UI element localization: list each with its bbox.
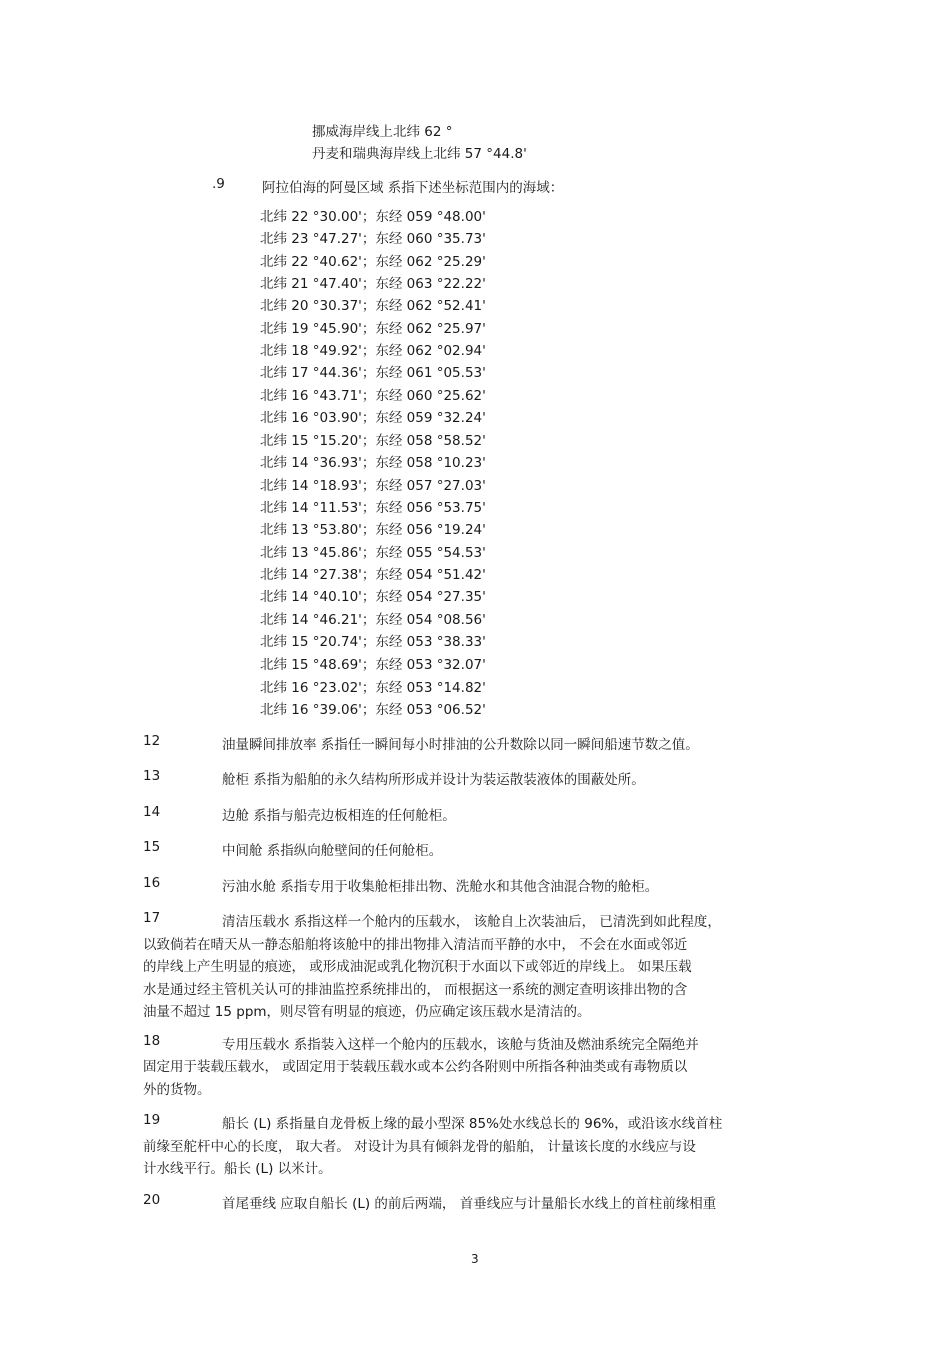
definition-number: 15 [143,839,161,855]
coordinate-item: 北纬 14 °27.38'；东经 054 °51.42' [260,567,486,583]
coordinate-item: 北纬 16 °39.06'；东经 053 °06.52' [260,702,486,718]
definition-text: 边舱 系指与船壳边板相连的任何舱柜。 [222,808,456,824]
definition-text: 首尾垂线 应取自船长 (L) 的前后两端， 首垂线应与计量船长水线上的首柱前缘相重 [222,1196,717,1212]
definition-line: 固定用于装载压载水， 或固定用于装载压载水或本公约各附则中所指各种油类或有毒物质以 [143,1059,688,1075]
coordinate-item: 北纬 16 °23.02'；东经 053 °14.82' [260,680,486,696]
definition-number: 19 [143,1112,161,1128]
coordinate-item: 北纬 22 °40.62'；东经 062 °25.29' [260,254,486,270]
coordinate-item: 北纬 14 °11.53'；东经 056 °53.75' [260,500,486,516]
coordinate-item: 北纬 14 °36.93'；东经 058 °10.23' [260,455,486,471]
definition-number: 13 [143,768,161,784]
definition-number: 17 [143,910,161,926]
coordinate-item: 北纬 14 °18.93'；东经 057 °27.03' [260,478,486,494]
definition-number: 16 [143,875,161,891]
coordinate-item: 北纬 15 °15.20'；东经 058 °58.52' [260,433,486,449]
coordinate-item: 北纬 14 °40.10'；东经 054 °27.35' [260,589,486,605]
definition-text: 污油水舱 系指专用于收集舱柜排出物、洗舱水和其他含油混合物的舱柜。 [222,879,659,895]
definition-line: 油量不超过 15 ppm，则尽管有明显的痕迹，仍应确定该压载水是清洁的。 [143,1004,591,1020]
coordinate-item: 北纬 21 °47.40'；东经 063 °22.22' [260,276,486,292]
coordinate-item: 北纬 13 °45.86'；东经 055 °54.53' [260,545,486,561]
coordinate-item: 北纬 18 °49.92'；东经 062 °02.94' [260,343,486,359]
definition-number: 14 [143,804,161,820]
denmark-sweden-coast-line: 丹麦和瑞典海岸线上北纬 57 °44.8' [312,146,527,162]
definition-text: 中间舱 系指纵向舱壁间的任何舱柜。 [222,843,443,859]
definition-number: 18 [143,1033,161,1049]
definition-line: 清洁压载水 系指这样一个舱内的压载水， 该舱自上次装油后， 已清洗到如此程度， [222,914,721,930]
norway-coast-line: 挪威海岸线上北纬 62 ° [312,124,453,140]
definition-line: 船长 (L) 系指量自龙骨板上缘的最小型深 85%处水线总长的 96%，或沿该水线首柱 [222,1116,723,1132]
definition-line: 的岸线上产生明显的痕迹， 或形成油泥或乳化物沉积于水面以下或邻近的岸线上。 如果压载 [143,959,692,975]
definition-text: 舱柜 系指为船舶的永久结构所形成并设计为装运散装液体的围蔽处所。 [222,772,645,788]
definition-line: 计水线平行。船长 (L) 以米计。 [143,1161,332,1177]
coordinate-item: 北纬 14 °46.21'；东经 054 °08.56' [260,612,486,628]
coordinate-item: 北纬 16 °03.90'；东经 059 °32.24' [260,410,486,426]
definition-line: 以致倘若在晴天从一静态船舶将该舱中的排出物排入清洁而平静的水中， 不会在水面或邻近 [143,937,688,953]
definition-line: 前缘至舵杆中心的长度， 取大者。 对设计为具有倾斜龙骨的船舶， 计量该长度的水线应与设 [143,1139,696,1155]
definition-line: 外的货物。 [143,1082,211,1098]
coordinate-item: 北纬 20 °30.37'；东经 062 °52.41' [260,298,486,314]
definition-line: 水是通过经主管机关认可的排油监控系统排出的， 而根据这一系统的测定查明该排出物的含 [143,982,688,998]
definition-text: 油量瞬间排放率 系指任一瞬间每小时排油的公升数除以同一瞬间船速节数之值。 [222,737,699,753]
coordinate-item: 北纬 17 °44.36'；东经 061 °05.53' [260,365,486,381]
coordinate-item: 北纬 23 °47.27'；东经 060 °35.73' [260,231,486,247]
section-9-number: .9 [212,176,225,192]
coordinate-item: 北纬 19 °45.90'；东经 062 °25.97' [260,321,486,337]
coordinate-item: 北纬 22 °30.00'；东经 059 °48.00' [260,209,486,225]
definition-number: 12 [143,733,161,749]
page-number: 3 [471,1252,479,1266]
coordinate-item: 北纬 15 °20.74'；东经 053 °38.33' [260,634,486,650]
coordinate-item: 北纬 13 °53.80'；东经 056 °19.24' [260,522,486,538]
section-9-text: 阿拉伯海的阿曼区域 系指下述坐标范围内的海域： [262,180,564,196]
definition-line: 专用压载水 系指装入这样一个舱内的压载水，该舱与货油及燃油系统完全隔绝并 [222,1037,699,1053]
coordinate-item: 北纬 15 °48.69'；东经 053 °32.07' [260,657,486,673]
coordinate-item: 北纬 16 °43.71'；东经 060 °25.62' [260,388,486,404]
definition-number: 20 [143,1192,161,1208]
